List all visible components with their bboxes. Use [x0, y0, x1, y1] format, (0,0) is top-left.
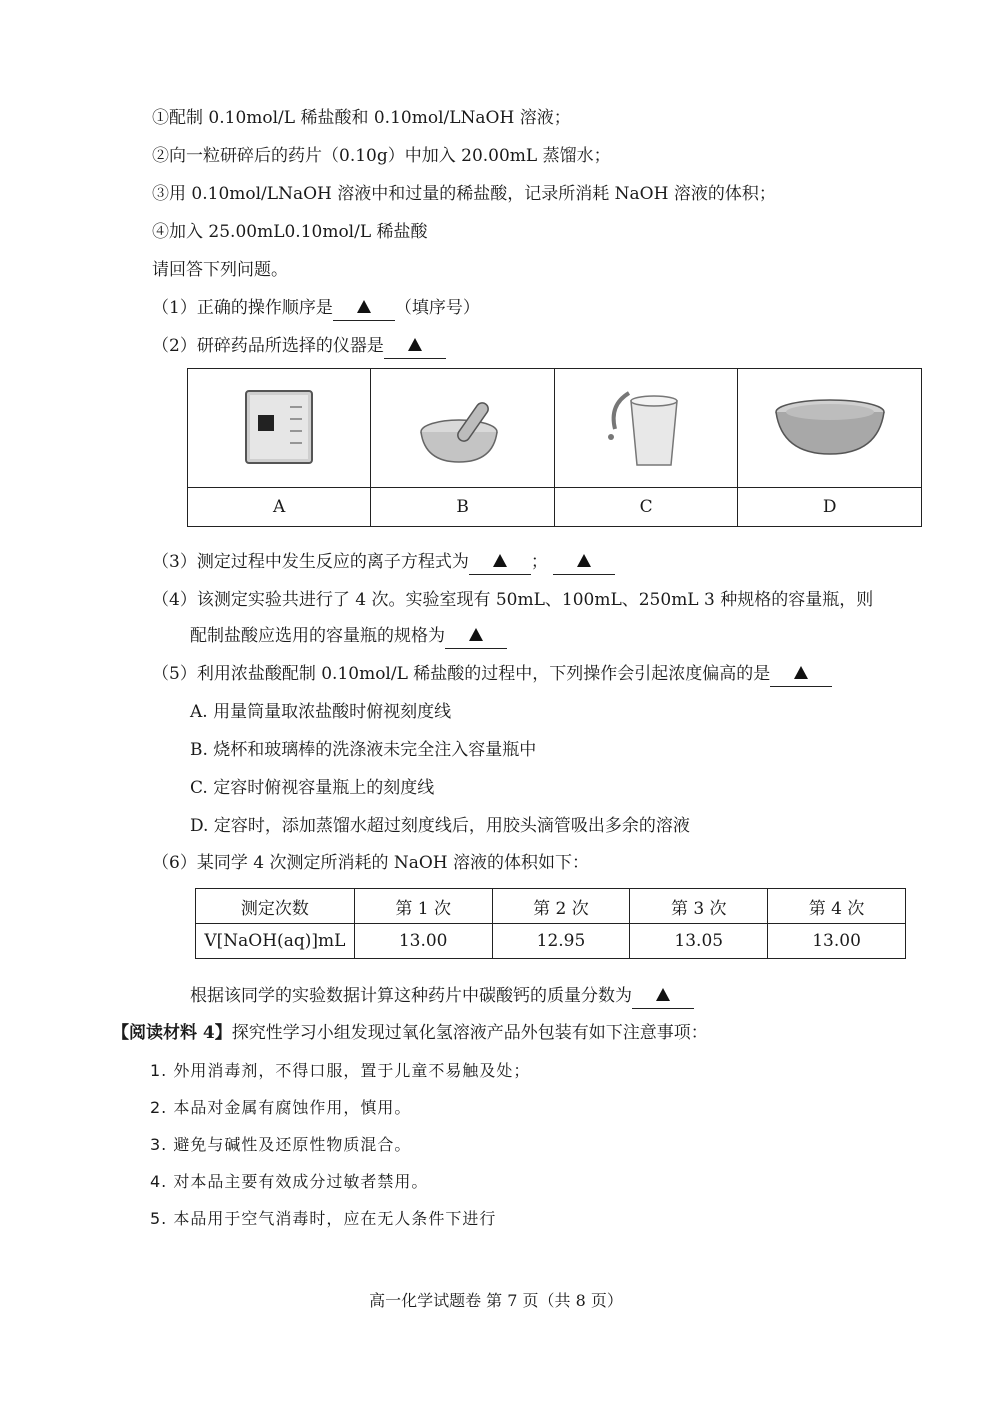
apparatus-cell-c	[554, 369, 737, 488]
answer-blank-5[interactable]	[770, 662, 832, 687]
question-1-suffix: （填序号）	[394, 298, 480, 318]
header-cell: 第 2 次	[492, 889, 630, 924]
material-4-tag: 【阅读材料 4】	[112, 1023, 232, 1043]
question-4-line-2	[190, 624, 507, 649]
mortar-pestle-icon	[413, 386, 513, 466]
apparatus-label-d: D	[738, 488, 922, 527]
triangle-icon	[794, 666, 808, 679]
apparatus-cell-a	[188, 369, 371, 488]
header-cell: 第 4 次	[768, 889, 906, 924]
table-header-row	[196, 889, 906, 924]
triangle-icon	[408, 338, 422, 351]
answer-blank-1[interactable]	[333, 296, 395, 321]
notice-item: 3. 避免与碱性及还原性物质混合。	[150, 1135, 412, 1154]
question-3-text: （3）测定过程中发生反应的离子方程式为	[152, 552, 469, 572]
evaporating-dish-icon	[772, 394, 888, 458]
header-cell: 第 3 次	[630, 889, 768, 924]
step-1: ①配制 0.10mol/L 稀盐酸和 0.10mol/LNaOH 溶液；	[152, 108, 571, 128]
option-d: D. 定容时，添加蒸馏水超过刻度线后，用胶头滴管吸出多余的溶液	[190, 816, 690, 836]
crucible-icon	[601, 381, 691, 471]
option-a: A. 用量筒量取浓盐酸时俯视刻度线	[190, 702, 452, 722]
apparatus-cell-b	[371, 369, 555, 488]
row-label: V[NaOH(aq)]mL	[196, 924, 355, 959]
apparatus-table	[187, 368, 922, 527]
apparatus-label-b: B	[371, 488, 555, 527]
question-5-text: （5）利用浓盐酸配制 0.10mol/L 稀盐酸的过程中，下列操作会引起浓度偏高的是	[152, 664, 771, 684]
header-cell: 测定次数	[196, 889, 355, 924]
question-5	[152, 662, 832, 687]
notice-item: 2. 本品对金属有腐蚀作用，慎用。	[150, 1098, 412, 1117]
table-cell: 13.00	[768, 924, 906, 959]
apparatus-label-a: A	[188, 488, 371, 527]
conclusion-text: 根据该同学的实验数据计算这种药片中碳酸钙的质量分数为	[190, 986, 632, 1006]
question-1	[152, 296, 480, 321]
beaker-icon	[240, 385, 318, 467]
question-4-line-1: （4）该测定实验共进行了 4 次。实验室现有 50mL、100mL、250mL 3 种规格的容量瓶，则	[152, 590, 874, 610]
question-3-sep: ；	[530, 552, 548, 572]
step-2: ②向一粒研碎后的药片（0.10g）中加入 20.00mL 蒸馏水；	[152, 146, 611, 166]
option-c: C. 定容时俯视容量瓶上的刻度线	[190, 778, 435, 798]
table-cell: 13.00	[354, 924, 492, 959]
notice-item: 4. 对本品主要有效成分过敏者禁用。	[150, 1172, 429, 1191]
question-1-text: （1）正确的操作顺序是	[152, 298, 333, 318]
apparatus-cell-d	[738, 369, 922, 488]
answer-blank-3a[interactable]	[469, 550, 531, 575]
answer-blank-6[interactable]	[632, 984, 694, 1009]
prompt-text: 请回答下列问题。	[152, 260, 288, 280]
page-footer: 高一化学试题卷 第 7 页（共 8 页）	[369, 1291, 623, 1310]
notice-item: 1. 外用消毒剂，不得口服，置于儿童不易触及处；	[150, 1061, 531, 1080]
answer-blank-2[interactable]	[384, 334, 446, 359]
option-b: B. 烧杯和玻璃棒的洗涤液未完全注入容量瓶中	[190, 740, 537, 760]
answer-blank-4[interactable]	[445, 624, 507, 649]
naoh-volume-table	[195, 888, 906, 959]
question-6-text: （6）某同学 4 次测定所消耗的 NaOH 溶液的体积如下：	[152, 853, 590, 873]
step-3: ③用 0.10mol/LNaOH 溶液中和过量的稀盐酸，记录所消耗 NaOH 溶液的体积；	[152, 184, 776, 204]
table-cell: 12.95	[492, 924, 630, 959]
table-cell: 13.05	[630, 924, 768, 959]
triangle-icon	[577, 554, 591, 567]
question-6-conclusion	[190, 984, 694, 1009]
table-row	[196, 924, 906, 959]
material-4-header	[112, 1021, 708, 1045]
material-4-intro: 探究性学习小组发现过氧化氢溶液产品外包装有如下注意事项：	[231, 1023, 708, 1043]
answer-blank-3b[interactable]	[553, 550, 615, 575]
notice-item: 5. 本品用于空气消毒时，应在无人条件下进行	[150, 1209, 497, 1228]
question-2	[152, 334, 446, 359]
header-cell: 第 1 次	[354, 889, 492, 924]
apparatus-label-c: C	[554, 488, 737, 527]
triangle-icon	[493, 554, 507, 567]
triangle-icon	[469, 628, 483, 641]
step-4: ④加入 25.00mL0.10mol/L 稀盐酸	[152, 222, 428, 242]
question-2-text: （2）研碎药品所选择的仪器是	[152, 336, 384, 356]
triangle-icon	[357, 300, 371, 313]
question-4-text: 配制盐酸应选用的容量瓶的规格为	[190, 626, 445, 646]
question-3	[152, 550, 615, 575]
triangle-icon	[656, 988, 670, 1001]
